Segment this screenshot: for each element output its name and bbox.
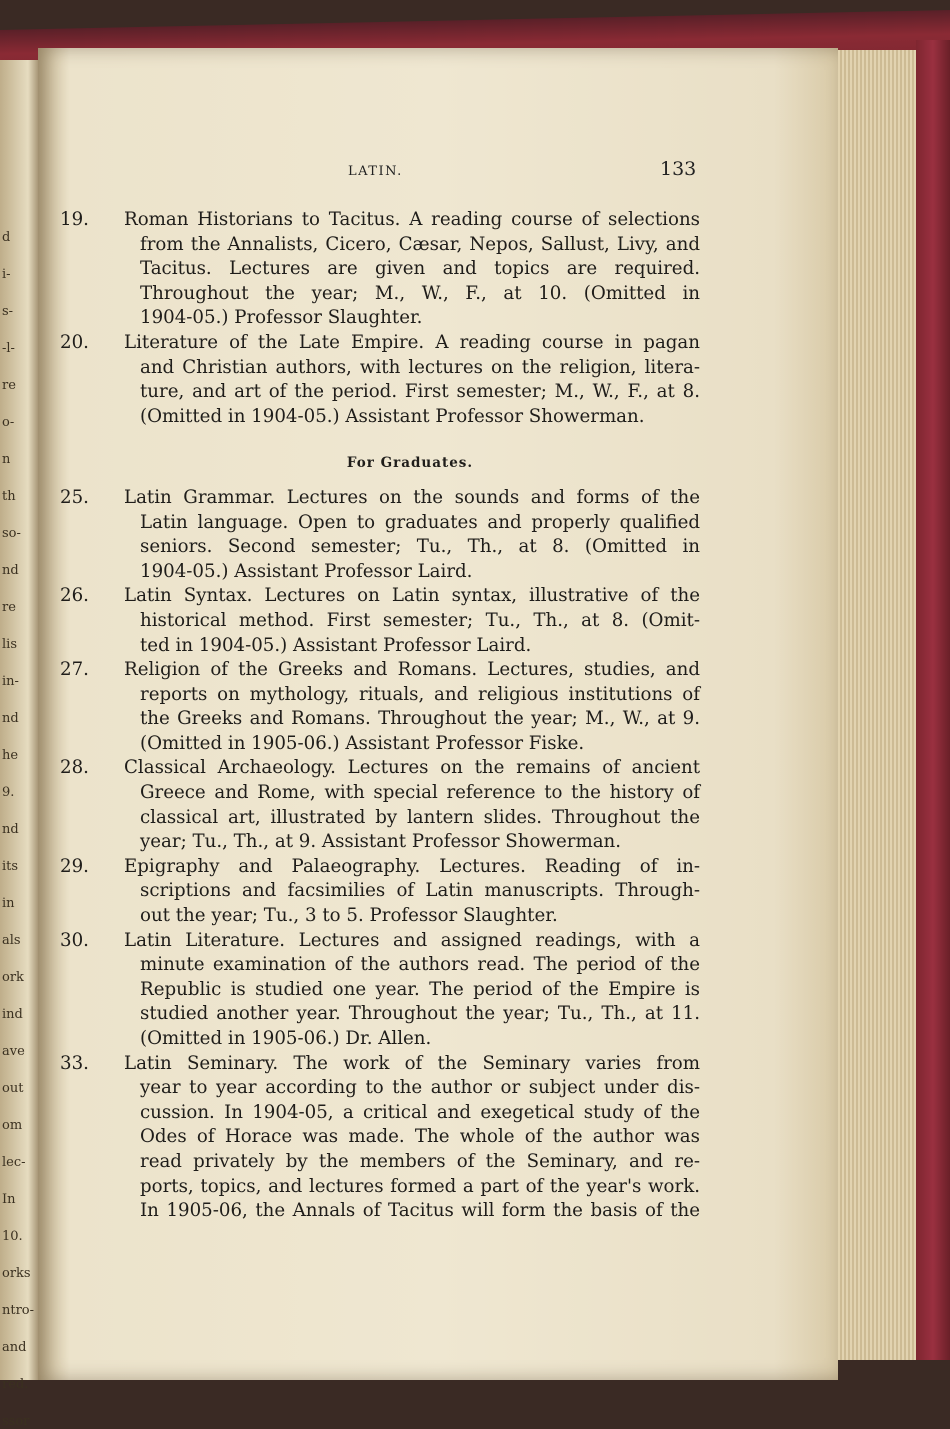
text-line: Odes of Horace was made. The whole of the author was [140, 1126, 700, 1148]
running-title: LATIN. [348, 164, 403, 179]
facing-page-fragment: -l- [2, 341, 15, 356]
text-line: Latin Syntax. Lectures on Latin syntax, illustrative of the [124, 585, 700, 607]
facing-page-fragment: re [2, 378, 16, 393]
course-entry-25 [60, 486, 700, 584]
text-line: Throughout the year; M., W., F., at 10. (Omitted in [140, 282, 700, 304]
page-fore-edge [830, 50, 920, 1360]
course-number: 27. [60, 659, 89, 681]
facing-page-fragment: ntro- [2, 1303, 35, 1318]
facing-page-fragment: i- [2, 267, 11, 282]
book-cover-right [916, 40, 950, 1360]
text-line: 1904-05.) Assistant Professor Laird. [140, 560, 473, 582]
course-entry-28 [60, 756, 700, 854]
course-entry-20 [60, 331, 700, 429]
text-line: Religion of the Greeks and Romans. Lectures, studies, and [124, 659, 700, 681]
facing-page-fragment: in [2, 896, 15, 911]
text-line: Greece and Rome, with special reference to the history of [140, 782, 700, 804]
facing-page-fragment: 10. [2, 1229, 23, 1244]
course-entry-19 [60, 208, 700, 331]
text-line: ted in 1904-05.) Assistant Professor Laird. [140, 634, 532, 656]
course-number: 26. [60, 585, 89, 607]
course-entry-27 [60, 658, 700, 756]
book-page [38, 48, 838, 1380]
facing-page-fragment: lis [2, 637, 17, 652]
text-line: and Christian authors, with lectures on the religion, litera- [140, 356, 700, 378]
course-entry-30 [60, 929, 700, 1052]
text-line: Classical Archaeology. Lectures on the remains of ancient [124, 757, 700, 779]
facing-page-fragment: re [2, 600, 16, 615]
text-line: Roman Historians to Tacitus. A reading course of selections [124, 209, 700, 230]
facing-page-fragment: ork [2, 970, 24, 985]
facing-page-fragment: In [2, 1192, 16, 1207]
facing-page-fragment: om [2, 1118, 23, 1133]
text-line: year to year according to the author or subject under dis- [140, 1077, 700, 1099]
course-number: 28. [60, 757, 89, 779]
text-line: Latin language. Open to graduates and properly qualified [140, 511, 700, 533]
text-line: Latin Seminary. The work of the Seminary varies from [124, 1052, 700, 1074]
text-line: historical method. First semester; Tu., Th., at 8. (Omit- [140, 609, 700, 631]
text-line: year; Tu., Th., at 9. Assistant Professor Showerman. [140, 831, 622, 853]
facing-page-fragment: nd [2, 563, 19, 578]
text-line: Literature of the Late Empire. A reading course in pagan [124, 331, 700, 353]
facing-page-edge [0, 60, 40, 1429]
facing-page-fragment: orks [2, 1266, 31, 1281]
facing-page-fragment: 9. [2, 785, 15, 800]
facing-page-fragment: out [2, 1081, 24, 1096]
text-line: In 1905-06, the Annals of Tacitus will form the basis of the [140, 1200, 700, 1222]
course-number: 30. [60, 929, 89, 951]
facing-page-fragment: th [2, 489, 16, 504]
facing-page-fragment: ave [2, 1044, 25, 1059]
course-entry-33 [60, 1052, 700, 1224]
text-line: seniors. Second semester; Tu., Th., at 8. (Omitted in [140, 536, 700, 558]
text-line: (Omitted in 1904-05.) Assistant Professor Showerman. [140, 405, 645, 427]
text-line: Latin Literature. Lectures and assigned readings, with a [124, 929, 700, 951]
facing-page-text [0, 60, 40, 1429]
course-number: 25. [60, 486, 89, 508]
facing-page-fragment: he [2, 748, 19, 763]
text-line: read privately by the members of the Seminary, and re- [140, 1150, 700, 1172]
facing-page-fragment: and [2, 1340, 27, 1355]
course-entry-26 [60, 584, 700, 658]
page-header [338, 158, 698, 188]
text-line: Epigraphy and Palaeography. Lectures. Reading of in- [124, 855, 700, 877]
text-line: Republic is studied one year. The period of the Empire is [140, 978, 700, 1000]
facing-page-fragment: nd [2, 822, 19, 837]
text-line: out the year; Tu., 3 to 5. Professor Slaughter. [140, 905, 558, 927]
text-line: from the Annalists, Cicero, Cæsar, Nepos, Sallust, Livy, and [140, 233, 700, 255]
text-line: ports, topics, and lectures formed a part of the year's work. [140, 1175, 700, 1197]
facing-page-fragment: ind [2, 1007, 23, 1022]
facing-page-fragment: its [2, 859, 19, 874]
text-line: studied another year. Throughout the year; Tu., Th., at 11. [140, 1003, 700, 1025]
course-number: 20. [60, 331, 89, 353]
text-line: 1904-05.) Professor Slaughter. [140, 307, 423, 329]
text-line: reports on mythology, rituals, and religious institutions of [140, 683, 700, 705]
text-line: scriptions and facsimilies of Latin manuscripts. Through- [140, 880, 700, 902]
text-line: classical art, illustrated by lantern slides. Throughout the [140, 806, 700, 828]
facing-page-fragment: o- [2, 415, 15, 430]
page-body [60, 208, 700, 1224]
text-line: (Omitted in 1905-06.) Assistant Professor Fiske. [140, 732, 585, 754]
facing-page-fragment: s- [2, 304, 14, 319]
facing-page-fragment: ssor [2, 1414, 30, 1429]
text-line: cussion. In 1904-05, a critical and exegetical study of the [140, 1101, 700, 1123]
facing-page-fragment: lec- [2, 1155, 26, 1170]
course-number: 29. [60, 855, 89, 877]
course-number: 19. [60, 209, 89, 230]
facing-page-fragment: so- [2, 526, 21, 541]
section-heading: For Graduates. [346, 455, 474, 472]
course-entry-29 [60, 855, 700, 929]
facing-page-fragment: n [2, 452, 11, 467]
facing-page-fragment: red. [2, 1377, 29, 1392]
page-number: 133 [660, 158, 697, 180]
facing-page-fragment: als [2, 933, 21, 948]
course-number: 33. [60, 1052, 89, 1074]
text-line: the Greeks and Romans. Throughout the year; M., W., at 9. [140, 708, 700, 730]
text-line: Latin Grammar. Lectures on the sounds and forms of the [124, 486, 700, 508]
text-line: (Omitted in 1905-06.) Dr. Allen. [140, 1028, 432, 1049]
facing-page-fragment: in- [2, 674, 19, 689]
text-line: ture, and art of the period. First semester; M., W., F., at 8. [140, 381, 700, 403]
text-line: minute examination of the authors read. The period of the [140, 954, 700, 976]
text-line: Tacitus. Lectures are given and topics are required. [140, 258, 700, 280]
facing-page-fragment: d [2, 230, 11, 245]
facing-page-fragment: nd [2, 711, 19, 726]
